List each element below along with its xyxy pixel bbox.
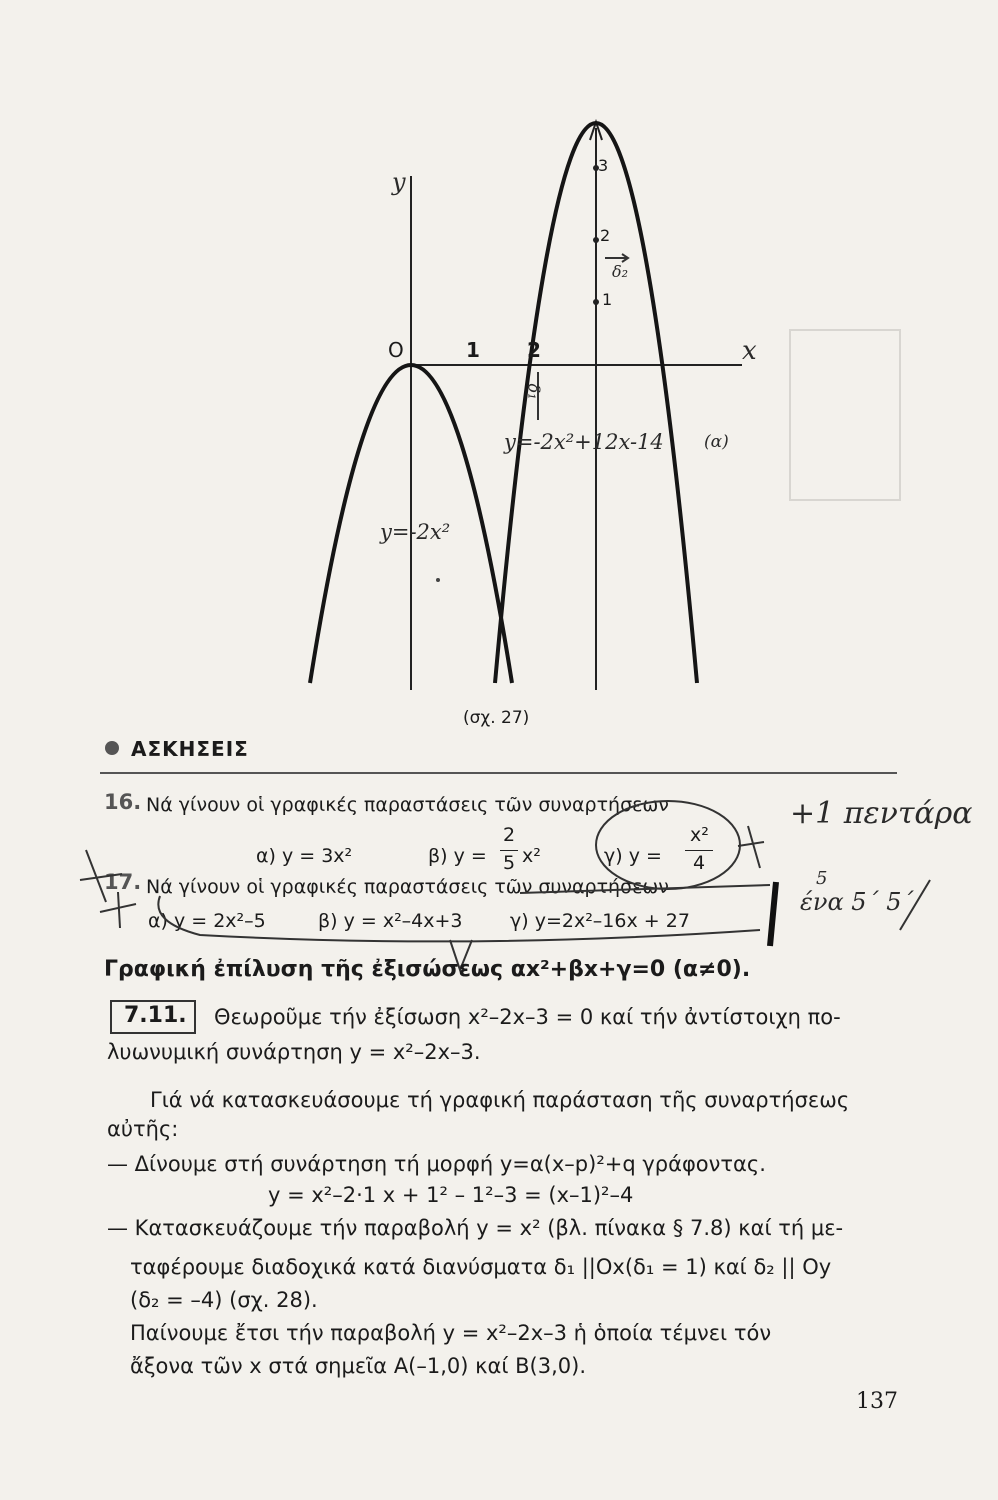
exercise-number: 16. — [104, 790, 142, 814]
text-line: ἄξονα τῶν x στά σημεῖα A(–1,0) καί B(3,0). — [130, 1354, 587, 1378]
pen-plus — [738, 826, 764, 868]
vector-d1-label: δ₁ — [524, 383, 544, 400]
x-tick-label: 2 — [527, 338, 541, 362]
exercise-item: α) y = 2x²–5 — [148, 910, 266, 932]
y-tick-label: 2 — [600, 226, 611, 245]
exercise-item: β) y = — [428, 845, 487, 867]
y-tick-label: 3 — [598, 156, 609, 175]
equation-line: y = x²–2·1 x + 1² – 1²–3 = (x–1)²–4 — [268, 1183, 634, 1207]
exercise-text: Νά γίνουν οἱ γραφικές παραστάσεις τῶν συναρτήσεων — [146, 794, 669, 816]
parabola-a-label: y=-2x²+12x-14 — [504, 430, 664, 454]
x-axis-label: x — [742, 336, 757, 366]
text-line: (δ₂ = –4) (σχ. 28). — [130, 1288, 318, 1312]
text-line: ταφέρουμε διαδοχικά κατά διανύσματα δ₁ ||Ox(δ₁ = 1) καί δ₂ || Oy — [130, 1255, 832, 1279]
section-heading: Γραφική ἐπίλυση τῆς ἐξισώσεως αx²+βx+γ=0 (α≠0). — [104, 957, 751, 982]
fraction-numerator: 2 — [503, 824, 516, 846]
exercise-number: 17. — [104, 870, 142, 894]
pen-plus — [80, 850, 122, 902]
handwritten-note: 5 — [816, 868, 828, 889]
exercise-item: x² — [522, 845, 541, 867]
alpha-label: (α) — [704, 432, 729, 452]
text-line: Παίνουμε ἔτσι τήν παραβολή y = x²–2x–3 ἡ ὁποία τέμνει τόν — [130, 1321, 772, 1345]
exercises-title: ΑΣΚΗΣΕΙΣ — [131, 737, 249, 761]
vector-d2-label: δ₂ — [612, 262, 629, 281]
y-tick-label: 1 — [602, 290, 613, 309]
y-axis-label: y — [392, 168, 406, 196]
pen-circle — [596, 801, 740, 889]
exercise-item: α) y = 3x² — [256, 845, 353, 867]
pen-plus — [100, 892, 136, 928]
paragraph-number: 7.11. — [124, 1003, 187, 1028]
text-line: λυωνυμική συνάρτηση y = x²–2x–3. — [107, 1040, 481, 1064]
fraction-numerator: x² — [690, 824, 709, 846]
exercise-item: γ) y = — [604, 845, 662, 867]
exercise-item: γ) y=2x²–16x + 27 — [510, 910, 690, 932]
parabola-b-label: y=-2x² — [380, 520, 451, 544]
fraction-denominator: 5 — [503, 852, 516, 874]
x-tick-label: 1 — [466, 338, 480, 362]
figure-caption: (σχ. 27) — [463, 708, 530, 728]
text-line: Θεωροῦμε τήν ἐξίσωση x²–2x–3 = 0 καί τήν ἀντίστοιχη πο- — [214, 1005, 841, 1029]
text-line: — Δίνουμε στή συνάρτηση τή μορφή y=α(x–p)²+q γράφοντας. — [107, 1152, 766, 1176]
text-line: Γιά νά κατασκευάσουμε τή γραφική παράσταση τῆς συναρτήσεως — [150, 1088, 850, 1112]
text-line: αὐτῆς: — [107, 1117, 179, 1141]
handwritten-note: +1 πεντάρα — [790, 796, 973, 831]
pen-bar — [770, 882, 776, 946]
page-number: 137 — [856, 1389, 898, 1414]
exercise-text: Νά γίνουν οἱ γραφικές παραστάσεις τῶν συναρτήσεων — [146, 876, 669, 898]
text-line: — Κατασκευάζουμε τήν παραβολή y = x² (βλ. πίνακα § 7.8) καί τή με- — [107, 1216, 844, 1240]
fraction-denominator: 4 — [693, 852, 706, 874]
exercise-item: β) y = x²–4x+3 — [318, 910, 463, 932]
handwritten-note: ένα 5΄ 5΄ — [800, 888, 914, 916]
origin-label: O — [388, 338, 404, 362]
pen-underline — [158, 896, 760, 941]
